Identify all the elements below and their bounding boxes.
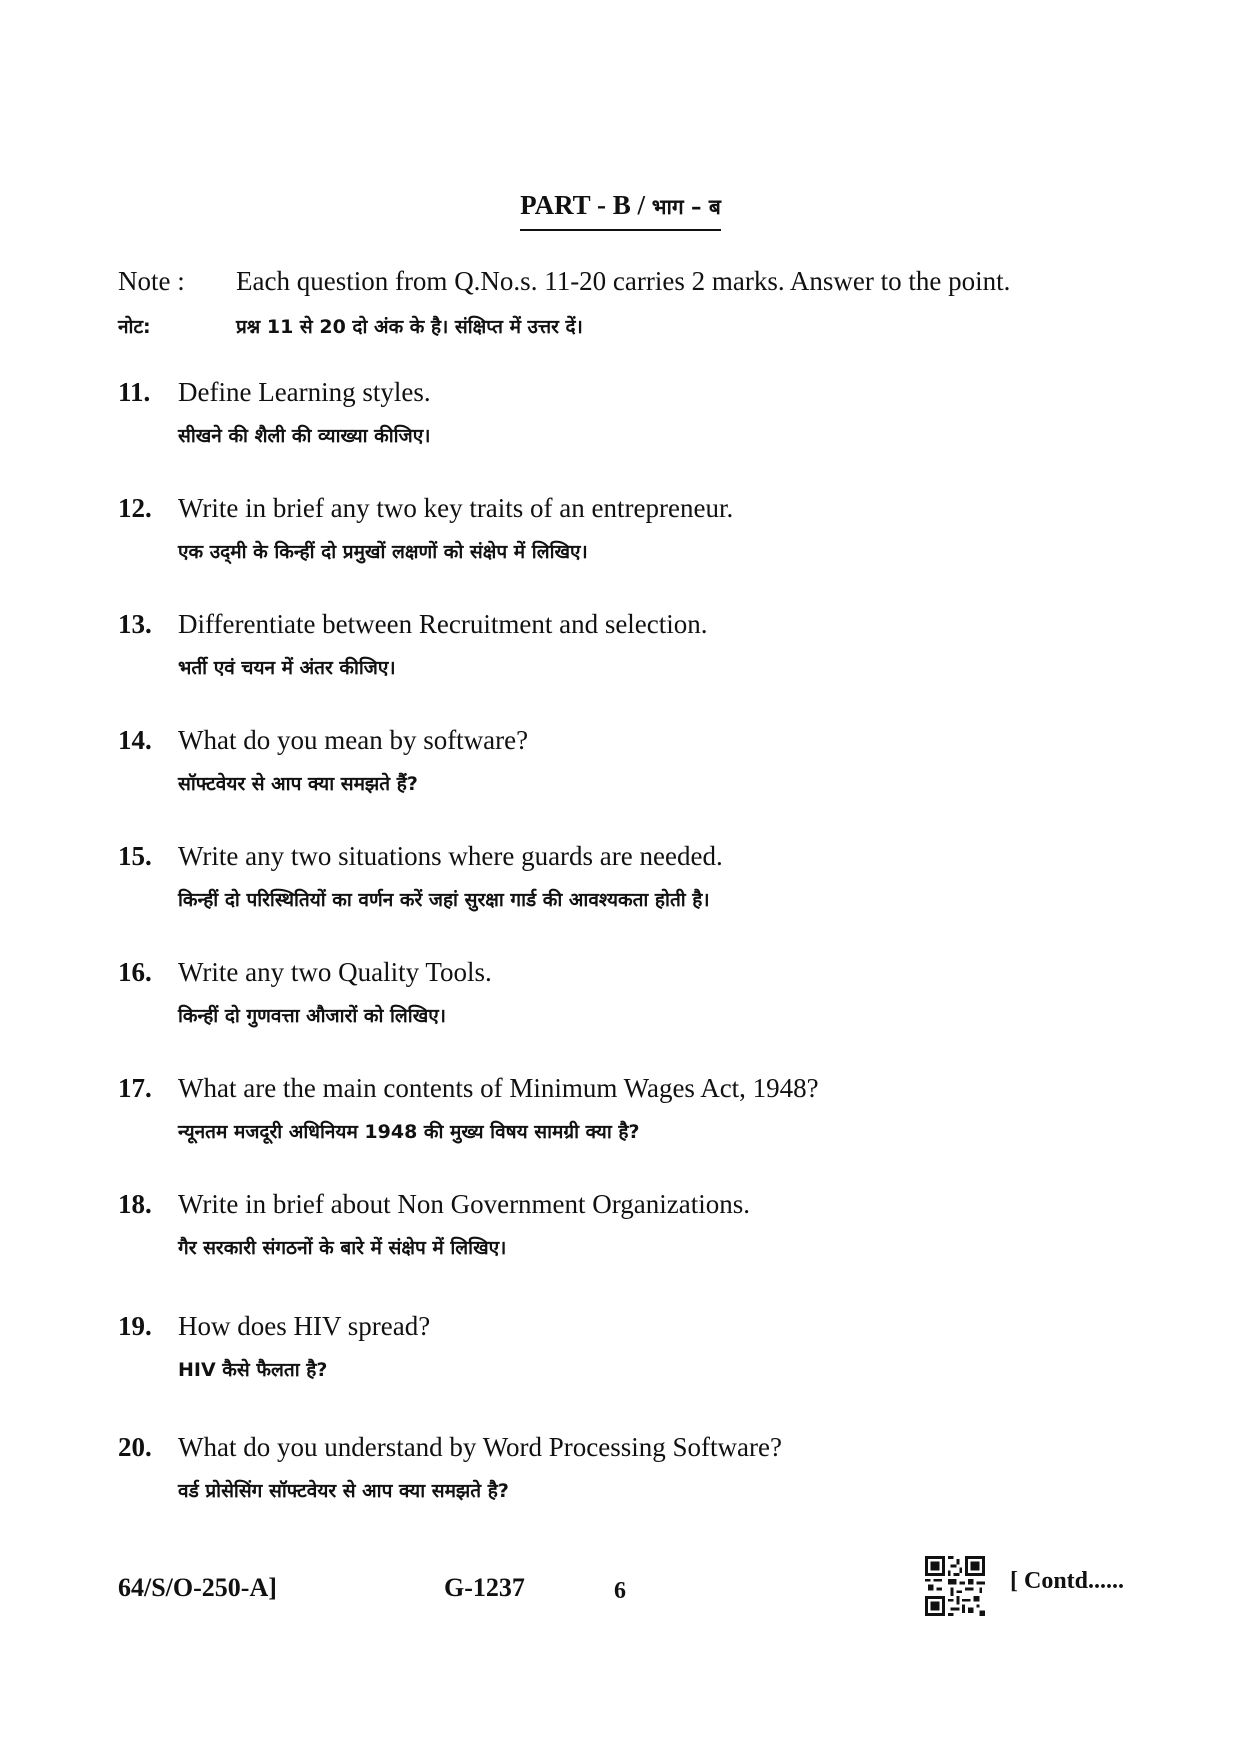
series-code: G-1237	[444, 1573, 525, 1602]
question-text-en: Write in brief any two key traits of an entrepreneur.	[178, 493, 734, 523]
continued-label: [ Contd......	[1010, 1568, 1125, 1594]
note-label-en: Note :	[118, 266, 185, 296]
question-number: 15.	[118, 841, 152, 871]
note-text-en: Each question from Q.No.s. 11-20 carries 2 marks. Answer to the point.	[236, 266, 1011, 296]
question-text-hi: किन्हीं दो गुणवत्ता औजारों को लिखिए।	[178, 1005, 446, 1027]
paper-code: 64/S/O-250-A]	[118, 1573, 277, 1602]
page-number: 6	[614, 1578, 626, 1604]
question-number: 12.	[118, 493, 152, 523]
question-number: 18.	[118, 1189, 152, 1219]
question-text-en: How does HIV spread?	[178, 1311, 431, 1341]
note-text-hi: प्रश्न 11 से 20 दो अंक के है। संक्षिप्त में उत्तर दें।	[236, 316, 583, 338]
question-number: 14.	[118, 725, 152, 755]
part-heading-hi: भाग – ब	[651, 195, 721, 219]
qr-code-icon	[925, 1556, 985, 1616]
question-text-hi: HIV कैसे फैलता है?	[178, 1359, 328, 1381]
question-number: 17.	[118, 1073, 152, 1103]
question-text-en: Define Learning styles.	[178, 377, 431, 407]
question-text-hi: वर्ड प्रोसेसिंग सॉफ्टवेयर से आप क्या समझते है?	[178, 1480, 509, 1502]
question-text-hi: न्यूनतम मजदूरी अधिनियम 1948 की मुख्य विषय सामग्री क्या है?	[178, 1121, 640, 1143]
question-number: 20.	[118, 1432, 152, 1462]
question-text-hi: सीखने की शैली की व्याख्या कीजिए।	[178, 425, 431, 447]
question-text-en: What do you understand by Word Processing Software?	[178, 1432, 782, 1462]
question-number: 16.	[118, 957, 152, 987]
question-text-en: Write any two Quality Tools.	[178, 957, 492, 987]
part-heading	[0, 190, 1241, 231]
question-text-hi: भर्ती एवं चयन में अंतर कीजिए।	[178, 657, 396, 679]
question-text-hi: गैर सरकारी संगठनों के बारे में संक्षेप में लिखिए।	[178, 1237, 507, 1259]
question-number: 19.	[118, 1311, 152, 1341]
question-number: 13.	[118, 609, 152, 639]
question-text-en: What do you mean by software?	[178, 725, 529, 755]
question-text-en: What are the main contents of Minimum Wages Act, 1948?	[178, 1073, 819, 1103]
question-text-en: Write in brief about Non Government Organizations.	[178, 1189, 751, 1219]
question-text-en: Differentiate between Recruitment and selection.	[178, 609, 708, 639]
part-heading-en: PART - B /	[520, 190, 645, 220]
question-text-en: Write any two situations where guards are needed.	[178, 841, 723, 871]
note-label-hi: नोट:	[118, 316, 151, 338]
question-number: 11.	[118, 377, 151, 407]
question-text-hi: एक उद्‌मी के किन्हीं दो प्रमुखों लक्षणों को संक्षेप में लिखिए।	[178, 541, 588, 563]
question-text-hi: किन्हीं दो परिस्थितियों का वर्णन करें जहां सुरक्षा गार्ड की आवश्यकता होती है।	[178, 889, 710, 911]
question-text-hi: सॉफ्टवेयर से आप क्या समझते हैं?	[178, 773, 418, 795]
